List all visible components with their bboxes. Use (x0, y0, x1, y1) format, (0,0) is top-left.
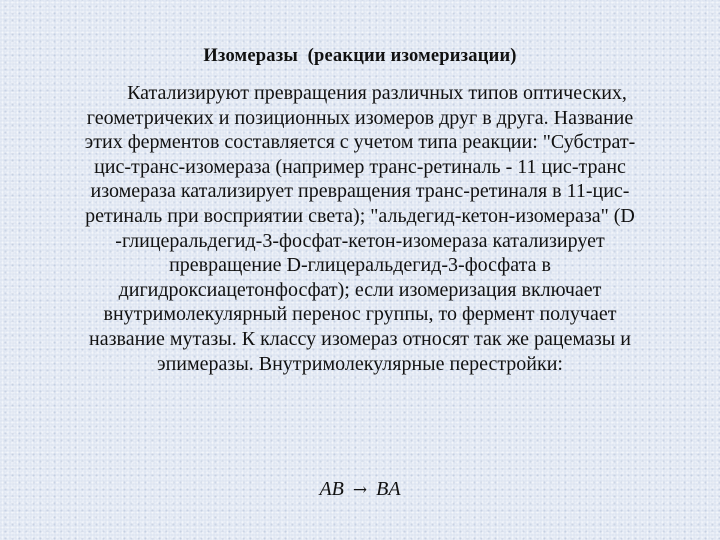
body-line: Катализируют превращения различных типов оптических, (127, 82, 627, 104)
body-line: ретиналь при восприятии света); "альдегид-кетон-изомераза" (D (85, 204, 635, 227)
formula-left: AB (319, 478, 344, 500)
body-line: эпимеразы. Внутримолекулярные перестройки: (157, 352, 563, 375)
body-line: внутримолекулярный перенос группы, то фермент получает (103, 303, 617, 326)
body-line: -глицеральдегид-3-фосфат-кетон-изомераза катализирует (115, 229, 605, 252)
reaction-formula (0, 478, 720, 501)
body-line: название мутазы. К классу изомераз относят так же рацемазы и (89, 327, 631, 350)
body-line: цис-транс-изомераза (например транс-ретиналь - 11 цис-транс (94, 155, 626, 178)
formula-right: BA (376, 478, 401, 500)
body-line: дигидроксиацетонфосфат); если изомеризация включает (118, 278, 602, 301)
slide-title: Изомеразы (реакции изомеризации) (203, 46, 517, 66)
body-line: этих ферментов составляется с учетом типа реакции: "Субстрат- (84, 131, 636, 154)
body-line: геометричеких и позиционных изомеров друг в друга. Название (86, 106, 634, 129)
body-paragraph (18, 81, 702, 376)
body-line: изомераза катализирует превращения транс-ретиналя в 11-цис- (90, 180, 630, 203)
body-line: превращение D-глицеральдегид-3-фосфата в (169, 254, 551, 277)
right-arrow-icon: → (352, 480, 368, 500)
